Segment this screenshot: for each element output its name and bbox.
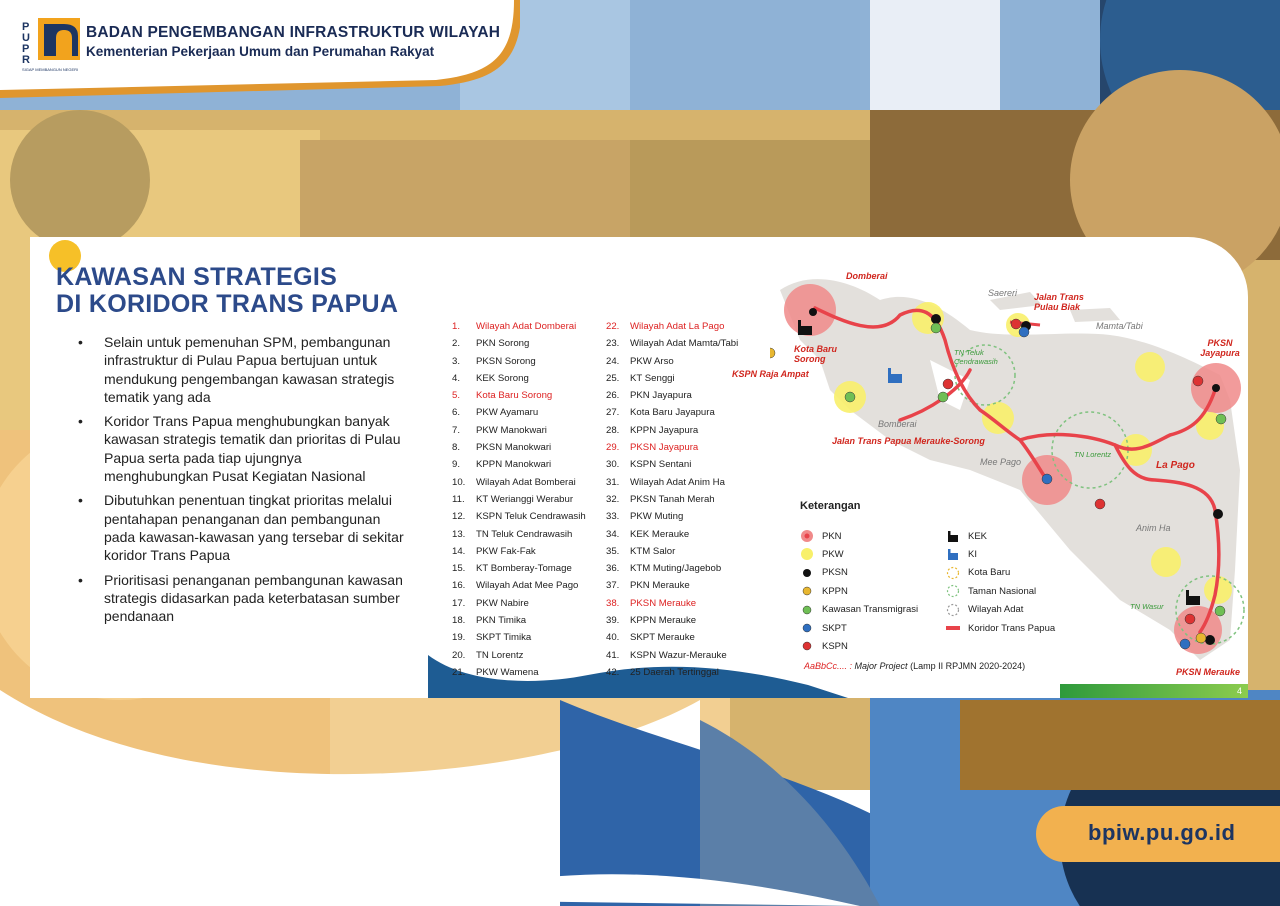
pksn-marker [1212, 384, 1220, 392]
list-item-number: 26. [606, 390, 620, 402]
list-item-label: PKSN Tanah Merah [630, 493, 715, 505]
org-title: BADAN PENGEMBANGAN INFRASTRUKTUR WILAYAH [86, 24, 501, 41]
legend-item-label: Taman Nasional [968, 585, 1037, 597]
legend-item-label: Koridor Trans Papua [968, 622, 1056, 634]
list-item-label: KEK Sorong [476, 372, 529, 384]
list-item [606, 370, 738, 387]
list-item-number: 29. [606, 442, 620, 454]
map-label-pksn-merauke: PKSN Merauke [1176, 667, 1241, 677]
list-item-number: 17. [452, 597, 466, 609]
pkn-circle-icon [800, 529, 814, 543]
page-number: 4 [1060, 684, 1248, 698]
list-item-number: 11. [452, 493, 465, 505]
list-item [452, 491, 586, 508]
list-item-number: 28. [606, 424, 620, 436]
dashed-circle-grey-icon [946, 603, 960, 617]
list-item [606, 353, 738, 370]
list-item [452, 560, 586, 577]
list-item [606, 508, 738, 525]
list-item-label: Wilayah Adat La Pago [630, 321, 725, 332]
bullet-item: • Koridor Trans Papua menghubungkan banyak kawasan strategis tematik dan prioritas di Pulau Papua serta pada tiap ujungnya menghubungkan Pusat Kegiatan Nasional [78, 413, 401, 485]
list-item-label: Wilayah Adat Bomberai [476, 476, 576, 488]
list-item [606, 439, 738, 456]
kspn-marker [1011, 319, 1021, 329]
list-item-number: 18. [452, 615, 466, 627]
list-item-number: 8. [452, 442, 461, 454]
list-item-label: KPPN Manokwari [476, 459, 552, 471]
list-item-number: 14. [452, 545, 466, 557]
legend-item-label: KPPN [822, 585, 848, 597]
transmigrasi-marker [845, 392, 855, 402]
map-label-anim-ha: Anim Ha [1136, 523, 1171, 533]
list-item-number: 23. [606, 338, 620, 350]
legend-item [946, 547, 977, 561]
pksn-marker [1205, 635, 1215, 645]
legend-item-label: KEK [968, 530, 988, 542]
list-item-label: PKN Sorong [476, 338, 530, 350]
map-label-la-pago: La Pago [1156, 460, 1195, 471]
svg-text:P: P [22, 43, 30, 55]
industry-icon [946, 547, 960, 561]
list-item-number: 40. [606, 632, 620, 644]
list-item [452, 595, 586, 612]
list-item-label: PKW Fak-Fak [476, 545, 536, 557]
legend-item-label: Kota Baru [968, 567, 1011, 579]
map-label-tn-wasur: TN Wasur [1130, 602, 1164, 611]
list-item [452, 647, 586, 664]
list-item-label: Wilayah Adat Domberai [476, 321, 577, 332]
slide-title [56, 264, 398, 318]
map-label-tn-lorentz: TN Lorentz [1074, 450, 1112, 459]
legend-footer-sample: AaBbCc.... : [804, 661, 853, 671]
legend-item [946, 603, 1023, 617]
list-item [606, 422, 738, 439]
legend-item-label: KSPN [822, 640, 848, 652]
map-label-saereri: Saereri [988, 288, 1018, 298]
list-item [452, 353, 586, 370]
list-item-label: PKW Ayamaru [476, 407, 539, 419]
list-item-number: 41. [606, 649, 620, 661]
list-item-label: PKSN Merauke [630, 597, 697, 609]
map-label-kota-baru-sorong: Kota Baru Sorong [794, 344, 838, 364]
list-item [606, 577, 738, 594]
list-item-number: 4. [452, 372, 461, 384]
list-item-label: KPPN Jayapura [630, 424, 699, 436]
list-item-number: 6. [452, 407, 461, 419]
list-item [606, 664, 738, 681]
legend-item [800, 639, 848, 653]
legend-item-label: KI [968, 548, 977, 560]
list-item-label: TN Teluk Cendrawasih [476, 528, 573, 540]
list-item-number: 3. [452, 355, 461, 367]
list-item [452, 474, 586, 491]
list-item-label: KSPN Sentani [630, 459, 692, 471]
dashed-circle-green-icon [946, 584, 960, 598]
list-item [452, 543, 586, 560]
list-item [606, 629, 738, 646]
pksn-marker [931, 314, 941, 324]
skpt-marker [1042, 474, 1052, 484]
legend-item-label: PKW [822, 548, 844, 560]
list-item-number: 35. [606, 545, 620, 557]
transmigrasi-marker [938, 392, 948, 402]
list-item [606, 318, 738, 335]
list-item [606, 474, 738, 491]
list-item-number: 5. [452, 390, 461, 402]
legend-item [800, 584, 848, 598]
list-item-number: 31. [606, 476, 620, 488]
list-item-number: 20. [452, 649, 466, 661]
map-label-pksn-jayapura: PKSN Jayapura [1200, 338, 1240, 358]
legend-item-label: SKPT [822, 622, 847, 634]
legend-footer-major: Major Project [854, 661, 908, 671]
list-item-number: 37. [606, 580, 620, 592]
transmigrasi-marker [1216, 414, 1226, 424]
list-item-number: 24. [606, 355, 620, 367]
list-item-label: KPPN Merauke [630, 615, 697, 627]
list-item-label: 25 Daerah Tertinggal [630, 666, 719, 678]
map-label-kspn-raja-ampat: KSPN Raja Ampat [732, 369, 809, 379]
kppn-marker [770, 348, 775, 358]
pupr-logo-icon [22, 18, 82, 72]
list-item [606, 595, 738, 612]
list-item-number: 16. [452, 580, 466, 592]
list-item-label: PKW Wamena [476, 666, 539, 678]
list-item [452, 577, 586, 594]
list-item-label: SKPT Timika [476, 632, 532, 644]
list-item-number: 39. [606, 615, 620, 627]
list-item-number: 2. [452, 338, 461, 350]
list-item-number: 19. [452, 632, 466, 644]
list-item-label: KT Werianggi Werabur [476, 493, 574, 505]
list-item-label: Wilayah Adat Anim Ha [630, 476, 725, 488]
map-label-mee-pago: Mee Pago [980, 457, 1022, 467]
list-item [606, 335, 738, 352]
list-item-number: 15. [452, 563, 466, 575]
list-item-label: PKSN Sorong [476, 355, 536, 367]
list-item-label: PKW Muting [630, 511, 684, 523]
list-item-label: KT Senggi [630, 372, 675, 384]
legend-item [800, 547, 844, 561]
dashed-circle-orange-icon [946, 566, 960, 580]
list-item-label: PKW Nabire [476, 597, 529, 609]
list-item-label: SKPT Merauke [630, 632, 695, 644]
bullet-dot-icon: • [78, 492, 83, 509]
kspn-marker [1095, 499, 1105, 509]
list-item-label: PKN Jayapura [630, 390, 692, 402]
pksn-dot-icon [800, 566, 814, 580]
list-item-number: 30. [606, 459, 620, 471]
list-item-number: 1. [452, 321, 461, 332]
list-item-number: 36. [606, 563, 620, 575]
svg-text:R: R [22, 54, 30, 66]
skpt-marker [1180, 639, 1190, 649]
legend-title: Keterangan [800, 500, 861, 512]
list-item [452, 456, 586, 473]
legend-footer [804, 661, 1025, 671]
list-item-number: 38. [606, 597, 620, 609]
kspn-marker [1185, 614, 1195, 624]
list-item-label: PKW Manokwari [476, 424, 547, 436]
legend-item [800, 566, 848, 580]
bullet-dot-icon: • [78, 413, 83, 430]
list-item-label: Wilayah Adat Mee Pago [476, 580, 579, 592]
factory-icon [946, 529, 960, 543]
list-item [452, 370, 586, 387]
svg-text:U: U [22, 32, 30, 44]
map-label-tn-teluk-cendrawasih: TN Teluk Cendrawasih [954, 348, 998, 366]
reference-list-col2 [606, 318, 738, 681]
list-item-label: PKSN Manokwari [476, 442, 552, 454]
legend-item-label: PKSN [822, 567, 848, 579]
list-item [452, 335, 586, 352]
list-item-label: Kota Baru Sorong [476, 390, 553, 402]
list-item [606, 526, 738, 543]
list-item [452, 318, 586, 335]
reference-list-col1 [452, 318, 586, 681]
list-item-number: 12. [452, 511, 466, 523]
list-item-number: 13. [452, 528, 466, 540]
list-item-number: 32. [606, 493, 620, 505]
list-item-number: 9. [452, 459, 461, 471]
bullet-list [78, 333, 408, 631]
map-label-domberai: Domberai [846, 271, 888, 281]
list-item [452, 629, 586, 646]
list-item [452, 612, 586, 629]
list-item-number: 33. [606, 511, 620, 523]
list-item [606, 543, 738, 560]
list-item [606, 404, 738, 421]
list-item-label: KEK Merauke [630, 528, 690, 540]
list-item-label: PKW Arso [630, 355, 674, 367]
legend-item [946, 529, 987, 543]
legend-item-label: Kawasan Transmigrasi [822, 604, 919, 616]
bullet-item: • Dibutuhkan penentuan tingkat prioritas melalui pentahapan penanganan dan pembangunan pada kawasan-kawasan yang tersebar di sekitar koridor Trans Papua [78, 492, 404, 564]
legend-item [800, 529, 842, 543]
legend-item-label: PKN [822, 530, 842, 542]
skpt-dot-icon [800, 621, 814, 635]
list-item-label: KTM Salor [630, 545, 676, 557]
list-item-label: TN Lorentz [476, 649, 524, 661]
pksn-marker [1213, 509, 1223, 519]
slide-title-line2: DI KORIDOR TRANS PAPUA [56, 290, 399, 318]
site-url[interactable]: bpiw.pu.go.id [1088, 820, 1236, 845]
list-item [606, 560, 738, 577]
map-label-bomberai: Bomberai [878, 419, 917, 429]
legend-item [946, 566, 1010, 580]
list-item-number: 25. [606, 372, 620, 384]
bullet-dot-icon: • [78, 571, 83, 588]
legend-item [946, 621, 1055, 635]
list-item [606, 456, 738, 473]
list-item-number: 27. [606, 407, 620, 419]
list-item-label: PKSN Jayapura [630, 442, 699, 454]
bullet-dot-icon: • [78, 334, 83, 350]
list-item [606, 491, 738, 508]
list-item-label: KT Bomberay-Tomage [476, 563, 572, 575]
list-item-label: KSPN Teluk Cendrawasih [476, 511, 586, 523]
list-item [452, 404, 586, 421]
svg-text:SIGAP MEMBANGUN NEGERI: SIGAP MEMBANGUN NEGERI [22, 67, 79, 72]
list-item-number: 7. [452, 424, 461, 436]
list-item-label: Wilayah Adat Mamta/Tabi [630, 338, 739, 350]
list-item [452, 387, 586, 404]
list-item-label: PKN Merauke [630, 580, 690, 592]
bullet-item: • Selain untuk pemenuhan SPM, pembangunan infrastruktur di Pulau Papua bertujuan untuk mendukung pengembangan kawasan strategis tematik yang ada [78, 334, 395, 405]
list-item-number: 10. [452, 476, 466, 488]
svg-text:P: P [22, 21, 30, 33]
list-item [452, 664, 586, 681]
transmigrasi-marker [931, 323, 941, 333]
map-label-jalan-trans-pulau-biak: Jalan Trans Pulau Biak [1034, 292, 1084, 312]
legend-item [800, 621, 847, 635]
pkw-marker [1135, 352, 1165, 382]
red-line-icon [946, 621, 960, 635]
slide-title-line1: KAWASAN STRATEGIS [56, 263, 338, 291]
list-item-number: 22. [606, 321, 620, 332]
list-item [452, 439, 586, 456]
list-item [452, 526, 586, 543]
kppn-dot-icon [800, 584, 814, 598]
list-item-number: 21. [452, 666, 466, 678]
legend-footer-source: (Lamp II RPJMN 2020-2024) [910, 661, 1026, 671]
org-subtitle: Kementerian Pekerjaan Umum dan Perumahan Rakyat [86, 44, 435, 59]
legend-item [800, 603, 918, 617]
pkw-marker [982, 402, 1014, 434]
map-label-jalan-trans-papua: Jalan Trans Papua Merauke-Sorong [832, 436, 985, 446]
list-item-number: 42. [606, 666, 620, 678]
transmigrasi-dot-icon [800, 603, 814, 617]
list-item-label: KSPN Wazur-Merauke [630, 649, 727, 661]
list-item-number: 34. [606, 528, 620, 540]
kspn-dot-icon [800, 639, 814, 653]
list-item-label: KTM Muting/Jagebob [630, 563, 722, 575]
list-item [606, 612, 738, 629]
bullet-item: • Prioritisasi penanganan pembangunan kawasan strategis didasarkan pada keterbatasan sumber pendanaan [78, 571, 403, 625]
list-item [606, 647, 738, 664]
skpt-marker [1019, 327, 1029, 337]
list-item-label: PKN Timika [476, 615, 527, 627]
legend-item [946, 584, 1036, 598]
pksn-marker [809, 308, 817, 316]
map-label-mamta-tabi: Mamta/Tabi [1096, 321, 1143, 331]
list-item [452, 422, 586, 439]
legend-item-label: Wilayah Adat [968, 604, 1024, 616]
pkw-marker [1151, 547, 1181, 577]
transmigrasi-marker [1215, 606, 1225, 616]
list-item [452, 508, 586, 525]
pkw-circle-icon [800, 547, 814, 561]
list-item-label: Kota Baru Jayapura [630, 407, 715, 419]
kppn-marker [1196, 633, 1206, 643]
list-item [606, 387, 738, 404]
kspn-marker [1193, 376, 1203, 386]
kspn-marker [943, 379, 953, 389]
